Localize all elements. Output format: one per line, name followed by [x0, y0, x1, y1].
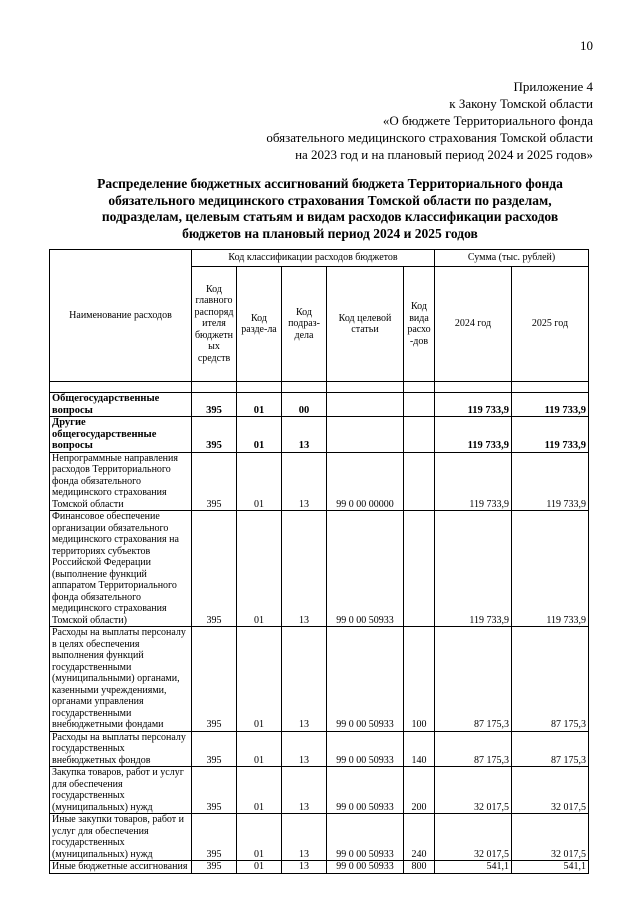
cell-subsection: 13	[282, 814, 327, 861]
table-row	[50, 393, 589, 417]
cell-subsection: 13	[282, 767, 327, 814]
cell-target: 99 0 00 50933	[327, 814, 404, 861]
header-sum-group: Сумма (тыс. рублей)	[435, 250, 589, 267]
cell-admin: 395	[192, 511, 237, 627]
row-name: Другие общегосударственные вопросы	[50, 417, 192, 453]
title-line: Распределение бюджетных ассигнований бюджета Территориального фонда	[97, 176, 563, 191]
cell-section: 01	[237, 417, 282, 453]
cell-subsection: 13	[282, 627, 327, 732]
cell-2025: 87 175,3	[512, 731, 589, 767]
title-line: бюджетов на плановый период 2024 и 2025 годов	[182, 225, 478, 241]
cell-admin: 395	[192, 627, 237, 732]
cell-subsection: 00	[282, 393, 327, 417]
header-2025: 2025 год	[512, 267, 589, 382]
cell-admin: 395	[192, 417, 237, 453]
row-name: Иные бюджетные ассигнования	[50, 861, 192, 874]
row-name: Расходы на выплаты персоналу государственных внебюджетных фондов	[50, 731, 192, 767]
cell-type: 200	[404, 767, 435, 814]
title-line: подразделам, целевым статьям и видам расходов классификации расходов	[101, 209, 559, 224]
cell-type: 140	[404, 731, 435, 767]
spacer-row	[50, 382, 589, 393]
table-row	[50, 861, 589, 874]
header-section-code: Код разде-ла	[237, 267, 282, 382]
cell-target: 99 0 00 50933	[327, 861, 404, 874]
table-row	[50, 627, 589, 732]
cell-target: 99 0 00 50933	[327, 767, 404, 814]
cell-2025: 87 175,3	[512, 627, 589, 732]
cell-2024: 32 017,5	[435, 814, 512, 861]
cell-target: 99 0 00 50933	[327, 731, 404, 767]
header-subsection-code: Код подраз-дела	[282, 267, 327, 382]
cell-2024: 541,1	[435, 861, 512, 874]
appendix-line: Приложение 4	[513, 79, 593, 94]
header-admin-code: Код главного распоряд ителя бюджетн ых средств	[192, 267, 237, 382]
cell-target: 99 0 00 50933	[327, 627, 404, 732]
cell-2025: 119 733,9	[512, 417, 589, 453]
cell-admin: 395	[192, 393, 237, 417]
row-name: Расходы на выплаты персоналу в целях обеспечения выполнения функций государственными (муниципальными) органами, казенными учреждениями, органами управления государственными внебюджетными фондами	[50, 627, 192, 732]
cell-section: 01	[237, 452, 282, 511]
cell-section: 01	[237, 861, 282, 874]
cell-section: 01	[237, 393, 282, 417]
cell-subsection: 13	[282, 731, 327, 767]
cell-admin: 395	[192, 452, 237, 511]
cell-subsection: 13	[282, 511, 327, 627]
cell-type	[404, 511, 435, 627]
cell-type: 240	[404, 814, 435, 861]
row-name: Финансовое обеспечение организации обязательного медицинского страхования на территориях субъектов Российской Федерации (выполнение функций аппаратом Территориального фонда обязательного медицинского страхования Томской области)	[50, 511, 192, 627]
cell-type	[404, 452, 435, 511]
cell-2025: 32 017,5	[512, 814, 589, 861]
header-target-code: Код целевой статьи	[327, 267, 404, 382]
cell-2024: 119 733,9	[435, 511, 512, 627]
cell-target: 99 0 00 50933	[327, 511, 404, 627]
table-row	[50, 452, 589, 511]
cell-type	[404, 393, 435, 417]
cell-2025: 119 733,9	[512, 452, 589, 511]
cell-target	[327, 393, 404, 417]
table-row	[50, 731, 589, 767]
appendix-line: «О бюджете Территориального фонда	[382, 113, 593, 128]
title-line: обязательного медицинского страхования Томской области по разделам,	[108, 192, 552, 208]
appendix-line: к Закону Томской области	[449, 96, 593, 111]
cell-section: 01	[237, 731, 282, 767]
row-name: Иные закупки товаров, работ и услуг для обеспечения государственных (муниципальных) нужд	[50, 814, 192, 861]
cell-section: 01	[237, 767, 282, 814]
cell-type	[404, 417, 435, 453]
cell-subsection: 13	[282, 452, 327, 511]
cell-2024: 87 175,3	[435, 731, 512, 767]
row-name: Непрограммные направления расходов Территориального фонда обязательного медицинского страхования Томской области	[50, 452, 192, 511]
cell-2025: 119 733,9	[512, 393, 589, 417]
cell-type: 100	[404, 627, 435, 732]
appendix-block	[266, 78, 593, 163]
table-row	[50, 417, 589, 453]
cell-admin: 395	[192, 767, 237, 814]
row-name: Закупка товаров, работ и услуг для обеспечения государственных (муниципальных) нужд	[50, 767, 192, 814]
table-row	[50, 767, 589, 814]
cell-2024: 119 733,9	[435, 417, 512, 453]
cell-admin: 395	[192, 731, 237, 767]
appendix-line: на 2023 год и на плановый период 2024 и 2025 годов»	[295, 147, 593, 162]
cell-2024: 87 175,3	[435, 627, 512, 732]
row-name: Общегосударственные вопросы	[50, 393, 192, 417]
cell-target	[327, 417, 404, 453]
header-type-code: Код вида расхо -дов	[404, 267, 435, 382]
table-row	[50, 814, 589, 861]
page-number: 10	[580, 38, 593, 53]
cell-2025: 119 733,9	[512, 511, 589, 627]
appendix-line: обязательного медицинского страхования Томской области	[266, 130, 593, 145]
cell-2025: 32 017,5	[512, 767, 589, 814]
budget-table	[49, 249, 589, 874]
cell-section: 01	[237, 627, 282, 732]
cell-target: 99 0 00 00000	[327, 452, 404, 511]
document-title	[60, 176, 600, 242]
cell-admin: 395	[192, 814, 237, 861]
header-name: Наименование расходов	[50, 250, 192, 382]
cell-2024: 119 733,9	[435, 452, 512, 511]
cell-subsection: 13	[282, 861, 327, 874]
cell-subsection: 13	[282, 417, 327, 453]
cell-section: 01	[237, 511, 282, 627]
header-2024: 2024 год	[435, 267, 512, 382]
cell-2024: 32 017,5	[435, 767, 512, 814]
cell-admin: 395	[192, 861, 237, 874]
cell-2024: 119 733,9	[435, 393, 512, 417]
cell-2025: 541,1	[512, 861, 589, 874]
header-codes-group: Код классификации расходов бюджетов	[192, 250, 435, 267]
table-row	[50, 511, 589, 627]
cell-type: 800	[404, 861, 435, 874]
cell-section: 01	[237, 814, 282, 861]
